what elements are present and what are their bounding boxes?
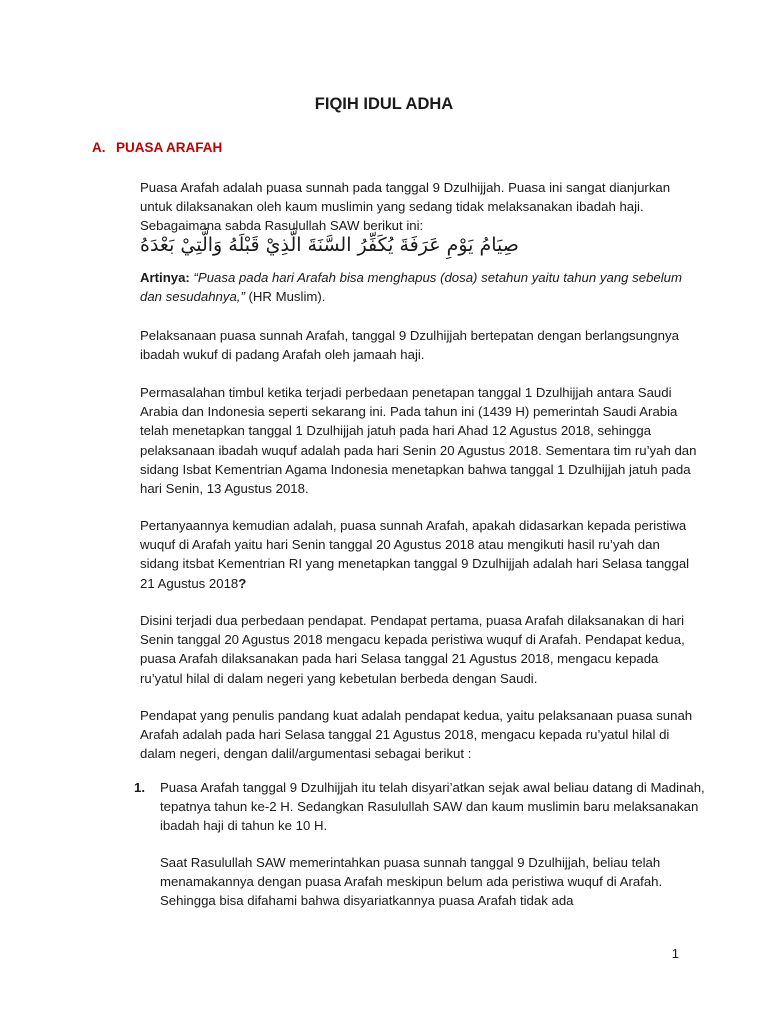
- intro-paragraph: Puasa Arafah adalah puasa sunnah pada tanggal 9 Dzulhijjah. Puasa ini sangat dianjurkan untuk dilaksanakan oleh kaum muslimin yang sedang tidak melaksanakan ibadah haji. Sebagaimana sabda Rasulullah SAW berikut ini:: [140, 180, 671, 234]
- arabic-hadith: [140, 232, 700, 258]
- artinya-source: (HR Muslim).: [244, 289, 326, 305]
- disini-paragraph: Disini terjadi dua perbedaan pendapat. Pendapat pertama, puasa Arafah dilaksanakan di hari Senin tanggal 20 Agustus 2018 mengacu kepada peristiwa wuquf di Arafah. Pendapat kedua, puasa Arafah dilaksanakan pada hari Selasa tanggal 21 Agustus 2018, mengacu kepada ru’yatul hilal di dalam negeri yang kebetulan berbeda dengan Saudi.: [140, 613, 685, 686]
- arabic-text: صِيَامُ يَوْمِ عَرَفَةَ يُكَفِّرُ السَّنَةَ الَّذِيْ قَبْلَهُ وَالَّتِيْ بَعْدَهُ: [140, 234, 519, 256]
- pertanyaan-text: Pertanyaannya kemudian adalah, puasa sunnah Arafah, apakah didasarkan kepada peristiwa wuquf di Arafah yaitu hari Senin tanggal 20 Agustus 2018 atau mengikuti hasil ru’yah dan sidang itsbat Kementrian RI yang menetapkan tanggal 9 Dzulhijjah adalah hari Selasa tanggal 21 Agustus 2018: [140, 518, 690, 591]
- permasalahan-paragraph: Permasalahan timbul ketika terjadi perbedaan penetapan tanggal 1 Dzulhijjah antara Saudi Arabia dan Indonesia seperti sekarang ini. Pada tahun ini (1439 H) pemerintah Saudi Arabia telah menetapkan tanggal 1 Dzulhijjah jatuh pada hari Ahad 12 Agustus 2018, sehingga pelaksanaan ibadah wuquf adalah pada hari Senin 20 Agustus 2018. Sementara tim ru’yah dan sidang Isbat Kementrian Agama Indonesia menetapkan bahwa tanggal 1 Dzulhijjah jatuh pada hari Senin, 13 Agustus 2018.: [140, 385, 697, 497]
- list-item-1: Puasa Arafah tanggal 9 Dzulhijjah itu telah disyari’atkan sejak awal beliau datang di Madinah, tepatnya tahun ke-2 H. Sedangkan Rasulullah SAW dan kaum muslimin baru melaksanakan ibadah haji di tahun ke 10 H.: [160, 780, 705, 834]
- pertanyaan-paragraph: [140, 516, 700, 593]
- page-number: 1: [671, 946, 679, 961]
- artinya-label: Artinya:: [140, 270, 190, 285]
- list-item-1-continued: Saat Rasulullah SAW memerintahkan puasa sunnah tanggal 9 Dzulhijjah, beliau telah menamakannya dengan puasa Arafah meskipun belum ada peristiwa wuquf di Arafah. Sehingga bisa difahami bahwa disyariatkannya puasa Arafah tidak ada: [160, 855, 663, 909]
- pendapat-paragraph: Pendapat yang penulis pandang kuat adalah pendapat kedua, yaitu pelaksanaan puasa sunah Arafah adalah pada hari Selasa tanggal 21 Agustus 2018, mengacu kepada ru’yatul hilal di dalam negeri, dengan dalil/argumentasi sebagai berikut :: [140, 708, 693, 762]
- pertanyaan-mark: ?: [238, 575, 247, 591]
- list-number: 1.: [134, 780, 145, 795]
- document-title: FIQIH IDUL ADHA: [314, 95, 454, 113]
- section-letter: A.: [92, 140, 106, 155]
- pelaksanaan-paragraph: Pelaksanaan puasa sunnah Arafah, tanggal 9 Dzulhijjah bertepatan dengan berlangsungnya ibadah wukuf di padang Arafah oleh jamaah haji.: [140, 328, 679, 363]
- artinya-paragraph: [140, 268, 700, 306]
- section-title: PUASA ARAFAH: [116, 140, 223, 155]
- artinya-quote: “Puasa pada hari Arafah bisa menghapus (dosa) setahun yaitu tahun yang sebelum dan sesudahnya,”: [140, 270, 682, 305]
- section-heading: [92, 138, 222, 157]
